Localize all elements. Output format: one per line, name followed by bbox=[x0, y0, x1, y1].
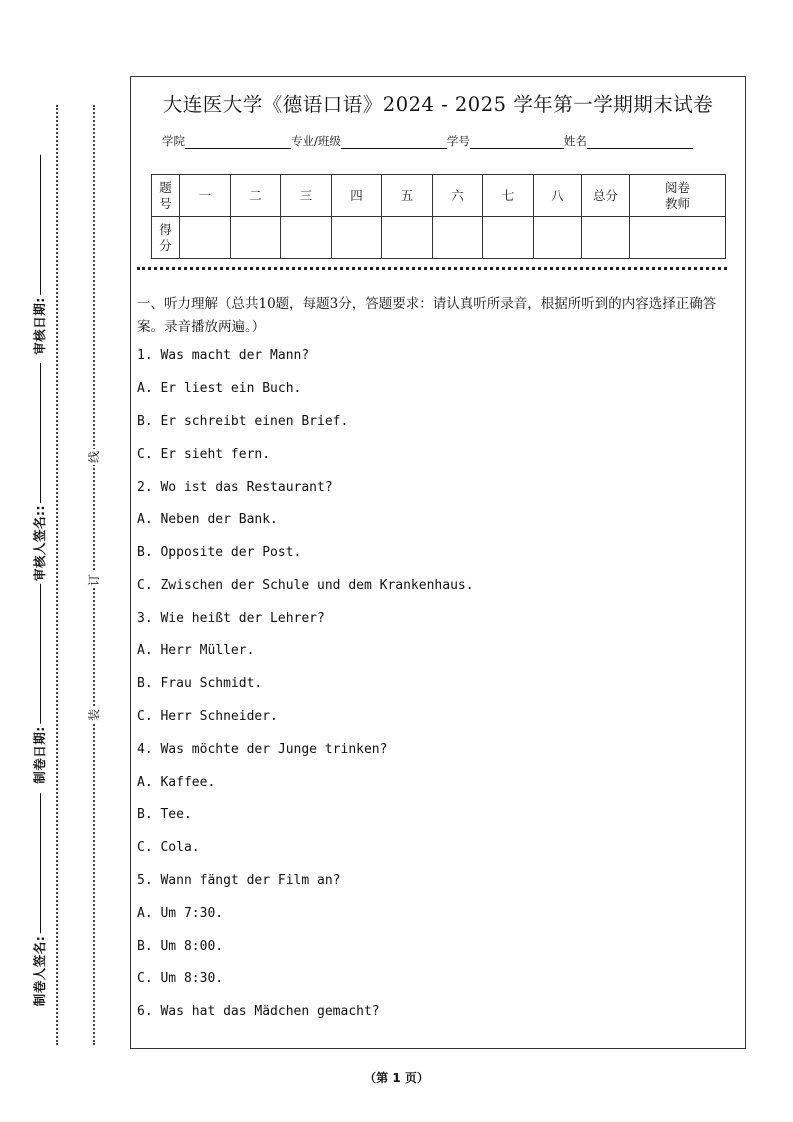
student-id-label: 学号 bbox=[446, 134, 470, 148]
total-score-cell[interactable] bbox=[582, 217, 630, 259]
name-label: 姓名 bbox=[563, 134, 587, 148]
binding-char-mount: 装 bbox=[87, 708, 101, 722]
review-date-label: 审核日期: bbox=[32, 297, 47, 355]
question-line: B. Tee. bbox=[137, 807, 192, 822]
score-column-header: 三 bbox=[281, 175, 332, 217]
question-line: C. Um 8:30. bbox=[137, 971, 224, 986]
grading-teacher-cell[interactable] bbox=[630, 217, 726, 259]
score-column-header: 六 bbox=[433, 175, 483, 217]
score-cell[interactable] bbox=[180, 217, 231, 259]
make-date-field bbox=[33, 582, 47, 786]
score-table bbox=[151, 174, 726, 259]
score-table-header-row bbox=[152, 175, 726, 217]
score-column-header: 五 bbox=[382, 175, 433, 217]
question-line: A. Neben der Bank. bbox=[137, 512, 278, 527]
question-line: B. Um 8:00. bbox=[137, 939, 224, 954]
question-number-header: 题号 bbox=[152, 175, 180, 217]
score-table-score-row bbox=[152, 217, 726, 259]
exam-frame bbox=[130, 76, 746, 1049]
student-id-field[interactable] bbox=[470, 137, 564, 149]
review-date-field bbox=[33, 153, 47, 357]
question-line: C. Zwischen der Schule und dem Krankenhaus. bbox=[137, 578, 474, 593]
score-cell[interactable] bbox=[231, 217, 281, 259]
question-line: 5. Wann fängt der Film an? bbox=[137, 873, 341, 888]
reviewer-signature-field bbox=[33, 361, 47, 583]
question-line: 1. Was macht der Mann? bbox=[137, 348, 310, 363]
section-heading: 一、听力理解（总共10题，每题3分，答题要求：请认真听所录音，根据所听到的内容选择正确答案。录音播放两遍。） bbox=[137, 296, 717, 335]
binding-char-line: 线 bbox=[87, 450, 101, 464]
name-field[interactable] bbox=[587, 137, 693, 149]
grading-teacher-header: 阅卷教师 bbox=[630, 175, 726, 217]
total-score-header: 总分 bbox=[582, 175, 630, 217]
score-column-header: 八 bbox=[534, 175, 582, 217]
score-cell[interactable] bbox=[281, 217, 332, 259]
question-line: B. Opposite der Post. bbox=[137, 545, 302, 560]
question-line: C. Er sieht fern. bbox=[137, 447, 271, 462]
question-line: 2. Wo ist das Restaurant? bbox=[137, 480, 333, 495]
question-line: 3. Wie heißt der Lehrer? bbox=[137, 611, 325, 626]
question-line: A. Kaffee. bbox=[137, 775, 216, 790]
maker-signature-label: 制卷人签名: bbox=[32, 935, 47, 1007]
binding-dotted-line-outer bbox=[56, 105, 58, 1045]
score-column-header: 七 bbox=[483, 175, 534, 217]
reviewer-signature-label: 审核人签名:: bbox=[32, 505, 47, 581]
score-cell[interactable] bbox=[382, 217, 433, 259]
question-line: A. Herr Müller. bbox=[137, 643, 255, 658]
exam-title: 大连医大学《德语口语》2024 - 2025 学年第一学期期末试卷 bbox=[162, 93, 714, 116]
student-info-row bbox=[162, 133, 722, 149]
page-number: （第 1 页） bbox=[364, 1071, 429, 1085]
score-row-label: 得分 bbox=[152, 217, 180, 259]
question-line: B. Er schreibt einen Brief. bbox=[137, 414, 349, 429]
question-line: 6. Was hat das Mädchen gemacht? bbox=[137, 1004, 380, 1019]
binding-char-order: 订 bbox=[87, 573, 101, 587]
question-line: C. Herr Schneider. bbox=[137, 709, 278, 724]
score-column-header: 一 bbox=[180, 175, 231, 217]
score-cell[interactable] bbox=[433, 217, 483, 259]
major-class-label: 专业/班级 bbox=[291, 134, 341, 148]
score-cell[interactable] bbox=[483, 217, 534, 259]
score-column-header: 二 bbox=[231, 175, 281, 217]
score-column-header: 四 bbox=[332, 175, 382, 217]
score-cell[interactable] bbox=[534, 217, 582, 259]
make-date-label: 制卷日期: bbox=[32, 726, 47, 784]
college-field[interactable] bbox=[185, 137, 291, 149]
question-line: C. Cola. bbox=[137, 840, 200, 855]
header-separator bbox=[137, 267, 727, 270]
score-cell[interactable] bbox=[332, 217, 382, 259]
college-label: 学院 bbox=[162, 134, 185, 148]
question-line: B. Frau Schmidt. bbox=[137, 676, 263, 691]
question-line: 4. Was möchte der Junge trinken? bbox=[137, 742, 388, 757]
maker-signature-field bbox=[33, 792, 47, 1009]
question-line: A. Um 7:30. bbox=[137, 906, 224, 921]
question-line: A. Er liest ein Buch. bbox=[137, 381, 302, 396]
major-class-field[interactable] bbox=[341, 137, 447, 149]
